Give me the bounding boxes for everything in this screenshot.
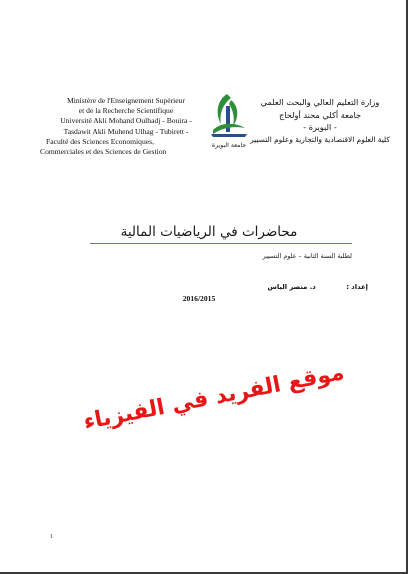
arabic-header-line: جامعة أكلي محند أولحاج — [278, 109, 362, 120]
arabic-header — [250, 96, 390, 146]
university-logo — [205, 90, 253, 152]
arabic-header-line: كلية العلوم الاقتصادية والتجارية وعلوم التسيير — [250, 134, 390, 144]
french-header-line: Tasdawit Akli Muhend Ulhag - Tubirett - — [63, 126, 189, 136]
page-number: 1 — [50, 534, 53, 540]
arabic-header-line: - البويرة - — [303, 122, 337, 133]
french-header-line: Université Akli Mohand Oulhadj - Bouira - — [60, 116, 192, 126]
document-title: محاضرات في الرياضيات المالية — [120, 224, 298, 240]
prepared-by — [150, 283, 368, 291]
logo-base-bar — [211, 134, 247, 137]
french-header-line: Ministère de l'Enseignement Supérieur — [67, 96, 185, 105]
title-underline — [90, 243, 352, 244]
french-header-line: Commerciales et des Sciences de Gestion — [40, 147, 167, 157]
french-header — [40, 96, 212, 157]
french-header-line: et de la Recherche Scientifique — [78, 106, 174, 116]
logo-blue-pillar — [226, 106, 230, 132]
author-name: د. منصر الياس — [267, 283, 316, 291]
logo-caption: جامعة البويرة — [211, 142, 247, 149]
french-header-line: Faculté des Sciences Economiques, — [46, 136, 154, 146]
prepared-by-label: إعداد : — [346, 283, 368, 291]
academic-year: 2016/2015 — [182, 294, 216, 303]
watermark-text: موقع الفريد في الفيزياء — [81, 359, 347, 436]
arabic-header-line: وزارة التعليم العالي والبحث العلمي — [260, 97, 380, 107]
university-logo-graphic — [205, 90, 253, 152]
logo-green-leaf — [229, 100, 237, 126]
document-subtitle: لطلبة السنة الثانية – علوم التسيير — [262, 252, 352, 260]
